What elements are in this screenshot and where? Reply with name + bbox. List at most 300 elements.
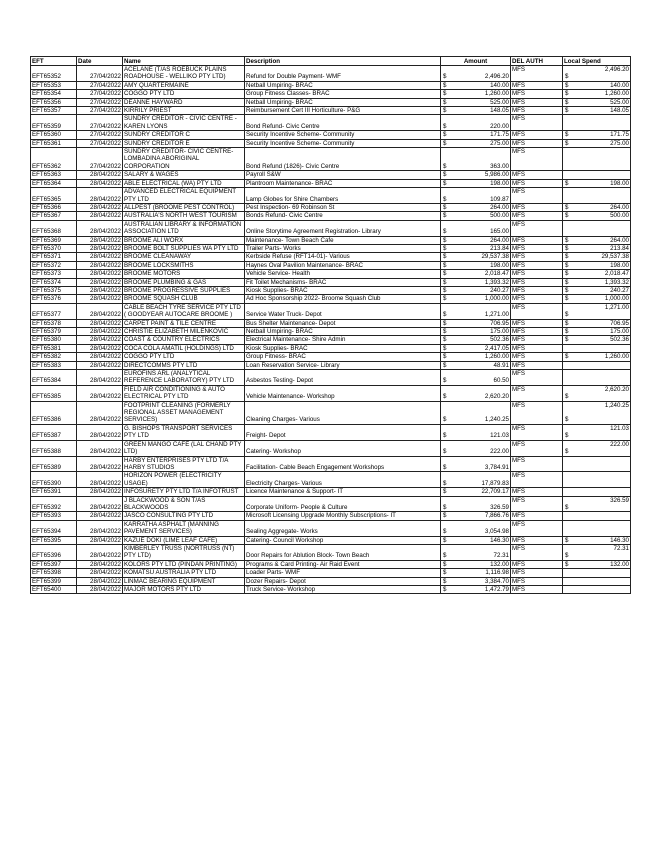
cell-date: 28/04/2022: [77, 220, 123, 236]
cell-del-auth: MFS: [511, 577, 563, 585]
cell-description: Bus Shelter Maintenance- Depot: [245, 319, 441, 327]
cell-amount-value: 363.00: [490, 162, 509, 170]
cell-eft: EFT65378: [31, 319, 77, 327]
cell-amount: [441, 424, 511, 440]
table-row: [31, 179, 631, 187]
table-row: [31, 440, 631, 456]
cell-date: 28/04/2022: [77, 212, 123, 220]
table-row: [31, 488, 631, 496]
table-row: [31, 370, 631, 386]
cell-local-spend: [563, 107, 631, 115]
cell-local-spend: [563, 278, 631, 286]
cell-del-auth: MFS: [511, 496, 563, 512]
cell-date: 28/04/2022: [77, 336, 123, 344]
cell-del-auth: MFS: [511, 472, 563, 488]
cell-local-spend-value: 264.00: [610, 203, 629, 211]
currency-symbol: $: [443, 448, 447, 456]
cell-name: COGGO PTY LTD: [123, 90, 245, 98]
cell-eft: EFT65375: [31, 286, 77, 294]
table-row: [31, 286, 631, 294]
currency-symbol: $: [443, 488, 447, 496]
cell-description: Catering- Council Workshop: [245, 536, 441, 544]
cell-local-spend: [563, 401, 631, 424]
cell-del-auth: MFS: [511, 107, 563, 115]
cell-local-spend: [563, 456, 631, 472]
cell-description: Corporate Uniform- People & Culture: [245, 496, 441, 512]
cell-description: Kerbside Refuse (RFT14-01)- Various: [245, 253, 441, 261]
currency-symbol: $: [565, 179, 569, 187]
cell-amount: [441, 344, 511, 352]
cell-amount: [441, 131, 511, 139]
cell-local-spend-value: 502.36: [610, 336, 629, 344]
table-row: [31, 81, 631, 89]
cell-del-auth: MFS: [511, 270, 563, 278]
cell-eft: EFT65391: [31, 488, 77, 496]
cell-description: Catering- Workshop: [245, 440, 441, 456]
cell-local-spend-value: 500.00: [610, 212, 629, 220]
table-row: [31, 401, 631, 424]
cell-local-spend-value: 264.00: [610, 236, 629, 244]
cell-amount-value: 1,116.98: [485, 569, 509, 577]
table-row: [31, 295, 631, 303]
cell-amount: [441, 472, 511, 488]
cell-date: 28/04/2022: [77, 328, 123, 336]
currency-symbol: $: [443, 203, 447, 211]
table-row: [31, 361, 631, 369]
currency-symbol: $: [565, 81, 569, 89]
currency-symbol: $: [443, 179, 447, 187]
currency-symbol: $: [565, 336, 569, 344]
currency-symbol: $: [443, 577, 447, 585]
cell-del-auth: MFS: [511, 385, 563, 401]
cell-local-spend: [563, 253, 631, 261]
cell-local-spend: [563, 66, 631, 82]
currency-symbol: $: [443, 98, 447, 106]
cell-amount: [441, 488, 511, 496]
cell-eft: EFT65383: [31, 361, 77, 369]
cell-date: 27/04/2022: [77, 148, 123, 171]
cell-local-spend-value: 326.59: [610, 496, 629, 504]
cell-date: 28/04/2022: [77, 560, 123, 568]
cell-local-spend: [563, 586, 631, 594]
cell-del-auth: MFS: [511, 536, 563, 544]
cell-amount-value: 3,054.98: [484, 528, 509, 536]
cell-del-auth: MFS: [511, 220, 563, 236]
table-row: [31, 319, 631, 327]
cell-eft: EFT65363: [31, 171, 77, 179]
cell-date: 28/04/2022: [77, 270, 123, 278]
cell-local-spend-value: 525.00: [610, 98, 629, 106]
currency-symbol: $: [565, 552, 569, 560]
cell-local-spend: [563, 115, 631, 131]
cell-local-spend-value: 706.95: [610, 319, 629, 327]
cell-local-spend: [563, 353, 631, 361]
cell-description: Vehicle Service- Health: [245, 270, 441, 278]
cell-del-auth: MFS: [511, 512, 563, 520]
cell-description: Maintenance- Town Beach Cafe: [245, 236, 441, 244]
cell-amount: [441, 98, 511, 106]
cell-eft: EFT65396: [31, 544, 77, 560]
cell-eft: EFT65388: [31, 440, 77, 456]
cell-amount: [441, 385, 511, 401]
cell-del-auth: MFS: [511, 586, 563, 594]
cell-name: FOOTPRINT CLEANING (FORMERLY REGIONAL ASSET MANAGEMENT SERVICES): [123, 401, 245, 424]
cell-eft: EFT65352: [31, 66, 77, 82]
cell-name: COAST & COUNTRY ELECTRICS: [123, 336, 245, 344]
cell-amount-value: 264.00: [490, 236, 509, 244]
cell-amount: [441, 270, 511, 278]
cell-eft: EFT65379: [31, 328, 77, 336]
cell-amount-value: 3,784.91: [484, 463, 509, 471]
cell-amount-value: 140.00: [490, 81, 509, 89]
table-row: [31, 244, 631, 252]
cell-amount-value: 146.30: [490, 536, 509, 544]
cell-amount: [441, 512, 511, 520]
currency-symbol: $: [565, 319, 569, 327]
cell-local-spend: [563, 328, 631, 336]
cell-local-spend: [563, 488, 631, 496]
cell-local-spend: [563, 496, 631, 512]
cell-amount-value: 500.00: [490, 212, 509, 220]
cell-del-auth: MFS: [511, 286, 563, 294]
currency-symbol: $: [443, 131, 447, 139]
currency-symbol: $: [443, 328, 447, 335]
cell-name: COGGO PTY LTD: [123, 353, 245, 361]
currency-symbol: $: [443, 286, 447, 294]
cell-local-spend-value: 175.00: [610, 328, 629, 335]
cell-description: Plantroom Maintenance- BRAC: [245, 179, 441, 187]
currency-symbol: $: [443, 81, 447, 89]
cell-del-auth: MFS: [511, 336, 563, 344]
cell-local-spend-value: 198.00: [610, 261, 629, 269]
cell-del-auth: MFS: [511, 179, 563, 187]
table-row: [31, 66, 631, 82]
cell-description: Truck Service- Workshop: [245, 586, 441, 594]
currency-symbol: $: [565, 416, 569, 424]
cell-amount-value: 502.36: [490, 336, 509, 344]
cell-local-spend-value: 72.31: [613, 544, 629, 552]
cell-description: Haynes Oval Pavilion Maintenance- BRAC: [245, 261, 441, 269]
cell-local-spend: [563, 131, 631, 139]
cell-del-auth: MFS: [511, 115, 563, 131]
currency-symbol: $: [443, 90, 447, 98]
cell-amount: [441, 171, 511, 179]
cell-amount: [441, 66, 511, 82]
cell-local-spend-value: 1,260.00: [604, 353, 629, 361]
cell-local-spend: [563, 361, 631, 369]
cell-description: Freight- Depot: [245, 424, 441, 440]
cell-description: Microsoft Licensing Upgrade Monthly Subscriptions- IT: [245, 512, 441, 520]
cell-date: 28/04/2022: [77, 577, 123, 585]
cell-del-auth: MFS: [511, 520, 563, 536]
cell-amount: [441, 577, 511, 585]
cell-date: 28/04/2022: [77, 520, 123, 536]
header-date: Date: [77, 57, 123, 66]
table-row: [31, 148, 631, 171]
currency-symbol: $: [443, 512, 447, 520]
cell-amount: [441, 261, 511, 269]
cell-amount: [441, 188, 511, 204]
cell-eft: EFT65354: [31, 90, 77, 98]
cell-amount-value: 220.00: [490, 122, 509, 130]
cell-date: 28/04/2022: [77, 286, 123, 294]
cell-local-spend: [563, 148, 631, 171]
cell-date: 27/04/2022: [77, 98, 123, 106]
cell-name: LINMAC BEARING EQUIPMENT: [123, 577, 245, 585]
currency-symbol: $: [565, 286, 569, 294]
cell-date: 27/04/2022: [77, 66, 123, 82]
cell-date: 27/04/2022: [77, 81, 123, 89]
cell-local-spend-value: 29,537.38: [601, 253, 629, 261]
cell-eft: EFT65389: [31, 456, 77, 472]
cell-date: 28/04/2022: [77, 456, 123, 472]
table-row: [31, 115, 631, 131]
cell-description: Security Incentive Scheme- Community: [245, 131, 441, 139]
cell-amount: [441, 319, 511, 327]
currency-symbol: $: [443, 261, 447, 269]
cell-del-auth: MFS: [511, 328, 563, 336]
currency-symbol: $: [443, 278, 447, 286]
cell-eft: EFT65398: [31, 569, 77, 577]
cell-local-spend: [563, 139, 631, 147]
cell-name: SUNDRY CREDITOR C: [123, 131, 245, 139]
cell-name: DEANNE HAYWARD: [123, 98, 245, 106]
cell-local-spend-value: 1,240.25: [604, 401, 629, 409]
cell-local-spend-value: 140.00: [610, 81, 629, 89]
cell-local-spend: [563, 236, 631, 244]
cell-name: GREEN MANGO CAFÉ (LAL CHAND PTY LTD): [123, 440, 245, 456]
currency-symbol: $: [565, 244, 569, 252]
cell-eft: EFT65369: [31, 236, 77, 244]
cell-del-auth: MFS: [511, 81, 563, 89]
table-row: [31, 520, 631, 536]
currency-symbol: $: [443, 311, 447, 319]
cell-eft: EFT65370: [31, 244, 77, 252]
cell-del-auth: MFS: [511, 353, 563, 361]
cell-description: Electricity Charges- Various: [245, 472, 441, 488]
currency-symbol: $: [565, 536, 569, 544]
cell-date: 28/04/2022: [77, 370, 123, 386]
cell-local-spend: [563, 244, 631, 252]
cell-name: ADVANCED ELECTRICAL EQUIPMENT PTY LTD: [123, 188, 245, 204]
cell-amount: [441, 520, 511, 536]
cell-eft: EFT65376: [31, 295, 77, 303]
cell-eft: EFT65353: [31, 81, 77, 89]
cell-name: BROOME LOCKSMITHS: [123, 261, 245, 269]
currency-symbol: $: [443, 479, 447, 487]
cell-amount: [441, 90, 511, 98]
cell-eft: EFT65362: [31, 148, 77, 171]
table-row: [31, 98, 631, 106]
currency-symbol: $: [565, 311, 569, 319]
cell-local-spend: [563, 90, 631, 98]
header-del-auth: DEL AUTH: [511, 57, 563, 66]
cell-amount-value: 1,260.00: [484, 353, 509, 361]
currency-symbol: $: [565, 278, 569, 286]
cell-date: 28/04/2022: [77, 496, 123, 512]
cell-local-spend: [563, 520, 631, 536]
cell-name: DIRECTCOMMS PTY LTD: [123, 361, 245, 369]
currency-symbol: $: [565, 139, 569, 147]
cell-date: 28/04/2022: [77, 361, 123, 369]
cell-local-spend: [563, 171, 631, 179]
currency-symbol: $: [443, 552, 447, 560]
cell-date: 28/04/2022: [77, 319, 123, 327]
cell-local-spend: [563, 270, 631, 278]
cell-local-spend: [563, 424, 631, 440]
cell-date: 27/04/2022: [77, 115, 123, 131]
cell-date: 28/04/2022: [77, 440, 123, 456]
cell-del-auth: MFS: [511, 171, 563, 179]
cell-name: BROOME CLEANAWAY: [123, 253, 245, 261]
cell-eft: EFT65390: [31, 472, 77, 488]
cell-del-auth: MFS: [511, 440, 563, 456]
cell-description: Bonds Refund- Civic Centre: [245, 212, 441, 220]
table-row: [31, 212, 631, 220]
cell-local-spend-value: 1,260.00: [604, 90, 629, 98]
cell-description: Kiosk Supplies- BRAC: [245, 286, 441, 294]
cell-name: CABLE BEACH TYRE SERVICE PTY LTD ( GOODYEAR AUTOCARE BROOME ): [123, 303, 245, 319]
header-eft: EFT: [31, 57, 77, 66]
cell-amount-value: 109.87: [490, 195, 509, 203]
currency-symbol: $: [565, 295, 569, 303]
table-row: [31, 536, 631, 544]
cell-date: 28/04/2022: [77, 424, 123, 440]
cell-date: 28/04/2022: [77, 344, 123, 352]
cell-name: CHRISTIE ELIZABETH MILENKOVIC: [123, 328, 245, 336]
currency-symbol: $: [443, 244, 447, 252]
cell-amount-value: 48.91: [493, 361, 509, 369]
cell-amount-value: 165.00: [490, 228, 509, 236]
table-row: [31, 586, 631, 594]
cell-name: KARRATHA ASPHALT (MANNING PAVEMENT SERVICES): [123, 520, 245, 536]
cell-local-spend: [563, 440, 631, 456]
cell-date: 28/04/2022: [77, 261, 123, 269]
cell-eft: EFT65367: [31, 212, 77, 220]
currency-symbol: $: [443, 270, 447, 278]
cell-amount: [441, 115, 511, 131]
currency-symbol: $: [565, 432, 569, 440]
cell-amount-value: 240.27: [490, 286, 509, 294]
currency-symbol: $: [443, 586, 447, 593]
cell-amount-value: 525.00: [490, 98, 509, 106]
cell-eft: EFT65357: [31, 107, 77, 115]
cell-amount: [441, 361, 511, 369]
cell-local-spend: [563, 295, 631, 303]
cell-amount: [441, 107, 511, 115]
cell-date: 28/04/2022: [77, 171, 123, 179]
currency-symbol: $: [565, 328, 569, 335]
cell-amount-value: 1,393.32: [484, 278, 509, 286]
currency-symbol: $: [443, 139, 447, 147]
cell-eft: EFT65399: [31, 577, 77, 585]
cell-local-spend: [563, 212, 631, 220]
currency-symbol: $: [565, 560, 569, 568]
cell-date: 28/04/2022: [77, 203, 123, 211]
cell-name: JASCO CONSULTING PTY LTD: [123, 512, 245, 520]
cell-local-spend-value: 132.00: [610, 560, 629, 568]
cell-name: KAZUE DOKI (LIME LEAF CAFE): [123, 536, 245, 544]
cell-del-auth: MFS: [511, 203, 563, 211]
currency-symbol: $: [443, 560, 447, 568]
cell-description: Dozer Repairs- Depot: [245, 577, 441, 585]
header-local-spend: Local Spend: [563, 57, 631, 66]
currency-symbol: $: [565, 393, 569, 401]
cell-date: 28/04/2022: [77, 488, 123, 496]
cell-del-auth: MFS: [511, 278, 563, 286]
table-row: [31, 328, 631, 336]
cell-amount: [441, 328, 511, 336]
cell-del-auth: MFS: [511, 569, 563, 577]
header-name: Name: [123, 57, 245, 66]
cell-local-spend: [563, 179, 631, 187]
cell-local-spend: [563, 544, 631, 560]
table-row: [31, 261, 631, 269]
currency-symbol: $: [443, 528, 447, 536]
cell-name: SUNDRY CREDITOR - CIVIC CENTRE - KAREN LYONS: [123, 115, 245, 131]
cell-amount: [441, 336, 511, 344]
cell-date: 28/04/2022: [77, 295, 123, 303]
table-row: [31, 220, 631, 236]
cell-local-spend: [563, 560, 631, 568]
cell-date: 28/04/2022: [77, 586, 123, 594]
cell-date: 28/04/2022: [77, 536, 123, 544]
cell-del-auth: MFS: [511, 303, 563, 319]
cell-eft: EFT65364: [31, 179, 77, 187]
currency-symbol: $: [565, 107, 569, 115]
cell-eft: EFT65372: [31, 261, 77, 269]
currency-symbol: $: [443, 432, 447, 440]
cell-name: BROOME SQUASH CLUB: [123, 295, 245, 303]
cell-eft: EFT65385: [31, 385, 77, 401]
cell-date: 28/04/2022: [77, 512, 123, 520]
currency-symbol: $: [443, 319, 447, 327]
cell-description: Group Fitness Classes- BRAC: [245, 90, 441, 98]
cell-amount: [441, 220, 511, 236]
cell-del-auth: MFS: [511, 456, 563, 472]
cell-amount: [441, 544, 511, 560]
cell-date: 27/04/2022: [77, 139, 123, 147]
cell-name: ALLPEST (BROOME PEST CONTROL): [123, 203, 245, 211]
table-row: [31, 472, 631, 488]
cell-amount-value: 198.00: [490, 179, 509, 187]
currency-symbol: $: [443, 107, 447, 115]
cell-name: G. BISHOPS TRANSPORT SERVICES PTY LTD: [123, 424, 245, 440]
cell-amount: [441, 203, 511, 211]
cell-amount-value: 3,384.70: [484, 577, 509, 585]
cell-eft: EFT65361: [31, 139, 77, 147]
cell-name: MAJOR MOTORS PTY LTD: [123, 586, 245, 594]
cell-description: Licence Maintenance & Support- IT: [245, 488, 441, 496]
cell-del-auth: MFS: [511, 488, 563, 496]
table-row: [31, 253, 631, 261]
cell-amount-value: 326.59: [490, 503, 509, 511]
cell-description: Loader Parts- WMF: [245, 569, 441, 577]
cell-del-auth: MFS: [511, 295, 563, 303]
cell-eft: EFT65368: [31, 220, 77, 236]
cell-amount-value: 5,986.00: [484, 171, 509, 179]
table-row: [31, 344, 631, 352]
table-row: [31, 107, 631, 115]
cell-eft: EFT65382: [31, 353, 77, 361]
cell-eft: EFT65377: [31, 303, 77, 319]
cell-eft: EFT65356: [31, 98, 77, 106]
cell-amount: [441, 286, 511, 294]
cell-local-spend: [563, 577, 631, 585]
cell-local-spend-value: 2,620.20: [604, 385, 629, 393]
currency-symbol: $: [443, 361, 447, 369]
cell-eft: EFT65393: [31, 512, 77, 520]
